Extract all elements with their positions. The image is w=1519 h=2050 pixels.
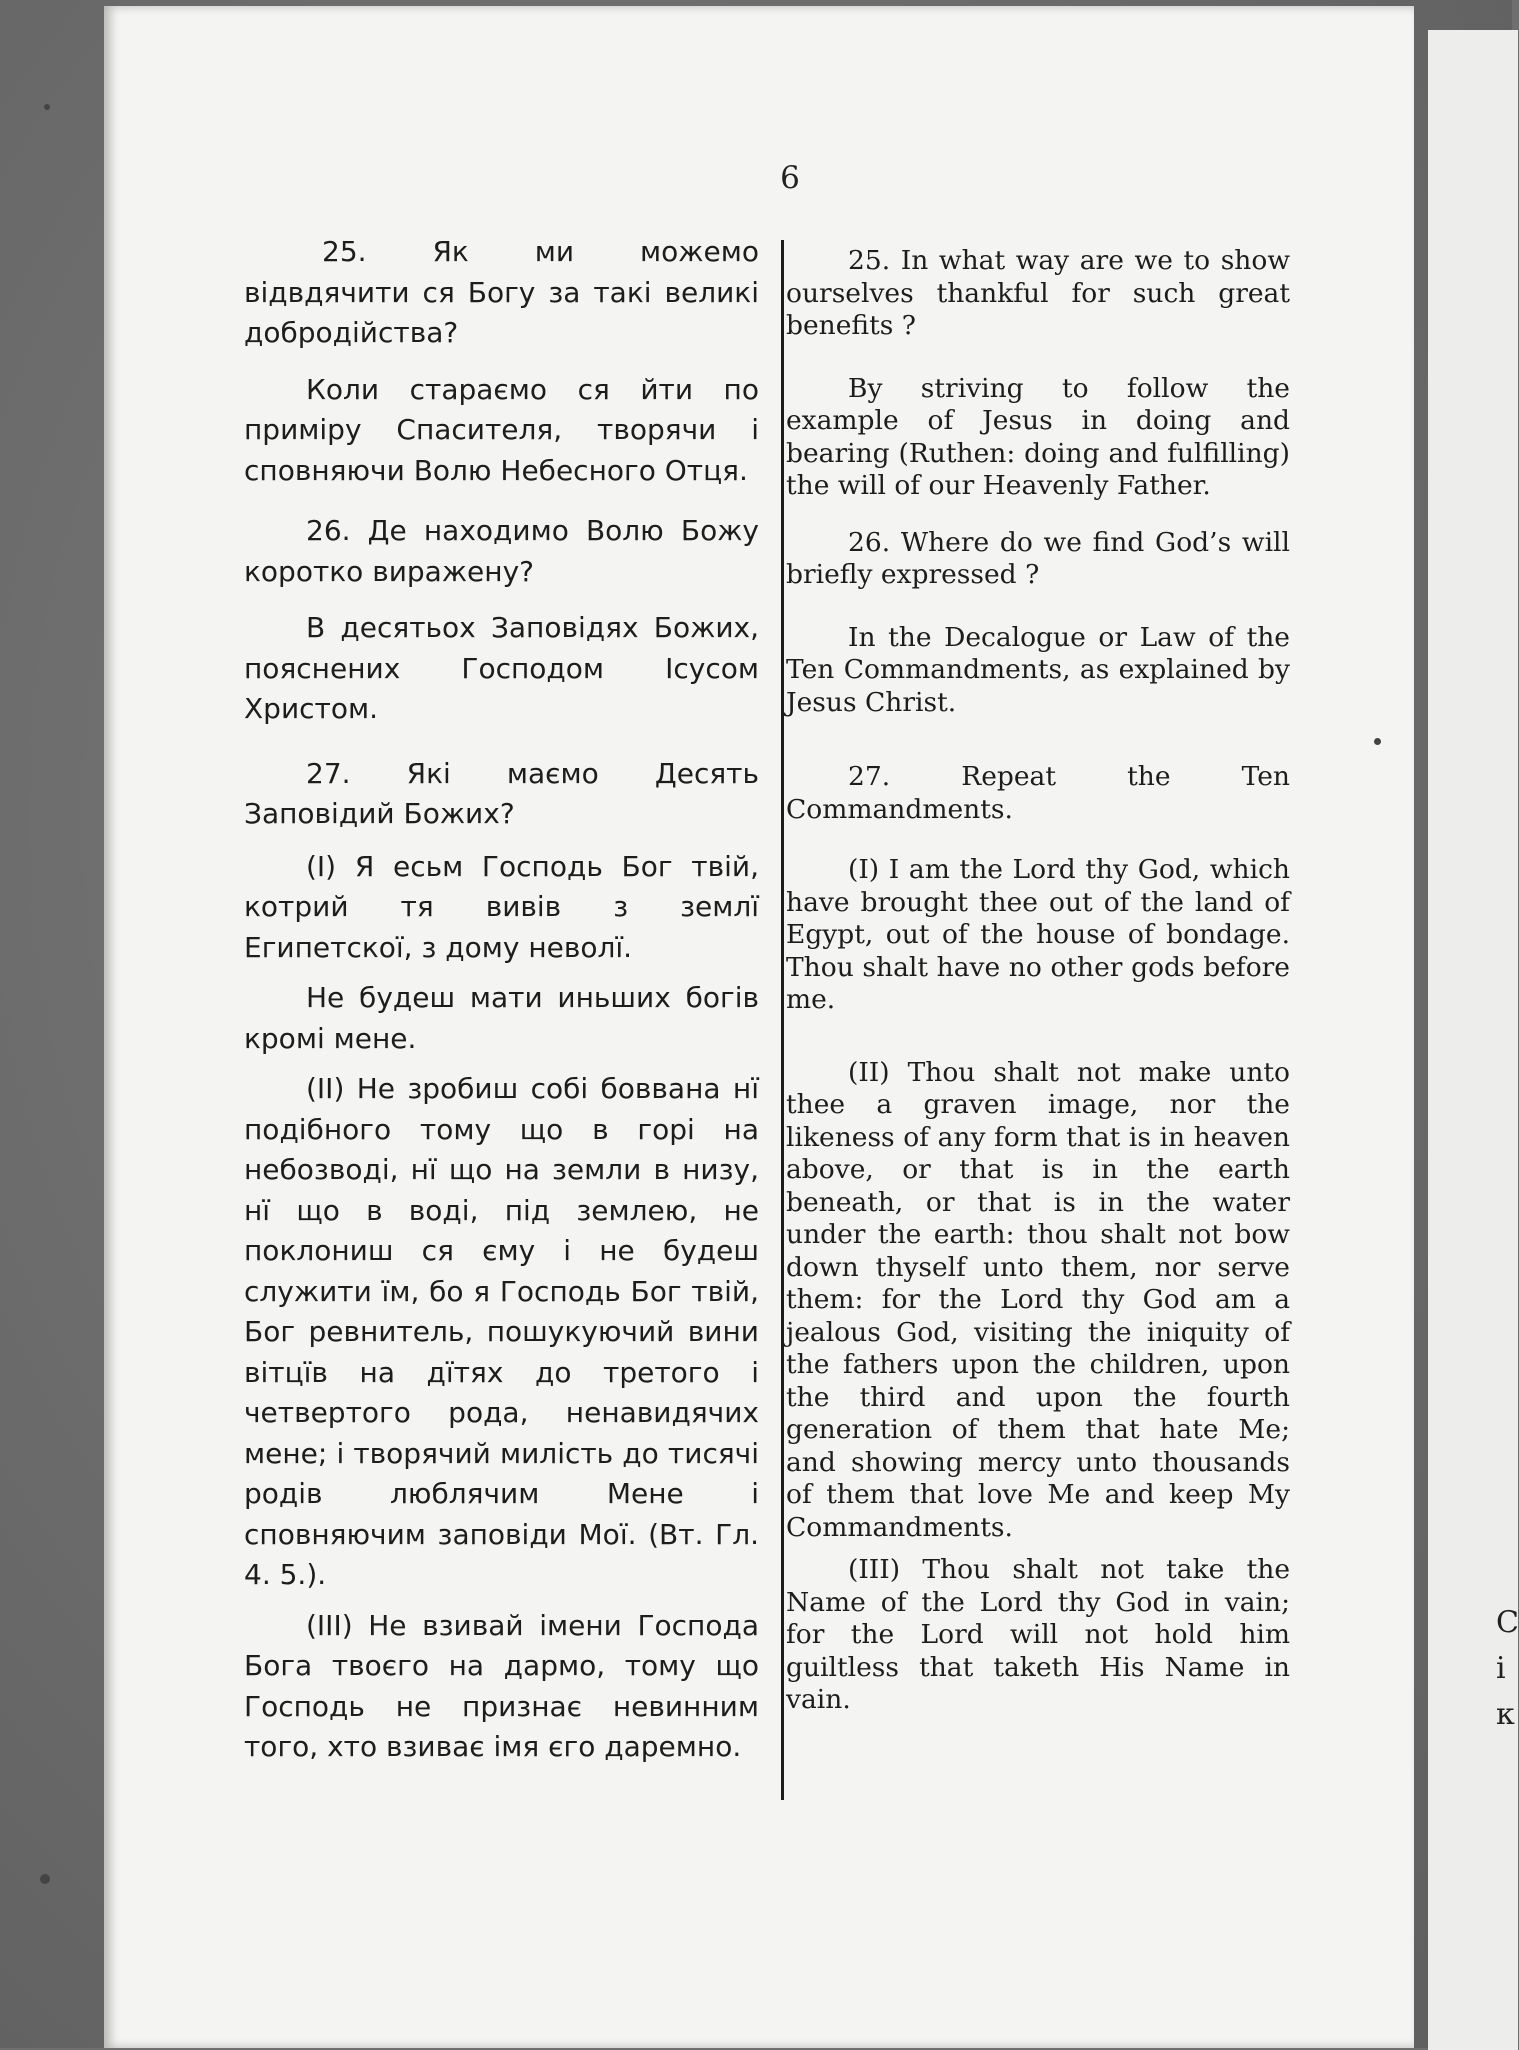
adjacent-page-text-fragment: С і к bbox=[1496, 1605, 1519, 1732]
commandment-2-uk: (II) Не зробиш собі боввана нї подібного тому що в горі на небозводі, нї що на земли в низу, нї що в воді, під землею, не поклониш ся єму і не будеш служити їм, бо я Господь Бог твій, Бог ревнитель, пошукуючий вини вітцїв на дїтях до третого і четвертого рода, ненавидячих мене; і творячий милість до тисячі родів люблячим Мене і сповняючим заповіди Мої. (Вт. Гл. 4. 5.). bbox=[244, 1072, 759, 1591]
commandment-1-continued-uk: Не будеш мати иньших богів кромі мене. bbox=[244, 981, 759, 1055]
question-26-en: 26. Where do we find God’s will briefly expressed ? bbox=[786, 526, 1290, 590]
adjacent-page-edge bbox=[1428, 30, 1518, 2050]
question-27-en: 27. Repeat the Ten Commandments. bbox=[786, 761, 1290, 825]
english-column bbox=[786, 0, 1290, 1717]
commandment-3-uk: (III) Не взивай імени Господа Бога твоєго на дармо, тому що Господь не признає невинним того, хто взиває імя єго даремно. bbox=[244, 1608, 759, 1763]
dust-speck bbox=[40, 1874, 50, 1884]
commandment-2-en: (II) Thou shalt not make unto thee a graven image, nor the likeness of any form that is in heaven above, or that is in the earth beneath, or that is in the water under the earth: thou shalt not bow down thyself unto them, nor serve them: for the Lord thy God am a jealous God, visiting the iniquity of the fathers upon the children, upon the third and upon the fourth generation of them that hate Me; and showing mercy unto thousands of them that love Me and keep My Commandments. bbox=[786, 1056, 1290, 1543]
commandment-3-en: (III) Thou shalt not take the Name of the Lord thy God in vain; for the Lord will not hold him guiltless that taketh His Name in vain. bbox=[786, 1554, 1290, 1715]
answer-25-uk: Коли стараємо ся йти по приміру Спасителя, творячи і сповняючи Волю Небесного Отця. bbox=[244, 372, 759, 487]
ukrainian-column bbox=[244, 0, 759, 1768]
answer-26-uk: В десятьох Заповідях Божих, пояснених Господом Ісусом Христом. bbox=[244, 611, 759, 725]
column-divider bbox=[781, 240, 784, 1800]
dust-speck bbox=[44, 104, 50, 110]
answer-25-en: By striving to follow the example of Jesus in doing and bearing (Ruthen: doing and fulfilling) the will of our Heavenly Father. bbox=[786, 372, 1290, 501]
question-26-uk: 26. Де находимо Волю Божу коротко виражену? bbox=[244, 514, 759, 588]
page-number: 6 bbox=[780, 160, 800, 196]
commandment-1-uk: (I) Я есьм Господь Бог твій, котрий тя вивів з землї Египетскої, з дому неволї. bbox=[244, 849, 759, 964]
question-27-uk: 27. Які маємо Десять Заповідий Божих? bbox=[244, 756, 759, 830]
dust-speck bbox=[1374, 738, 1381, 745]
answer-26-en: In the Decalogue or Law of the Ten Commandments, as explained by Jesus Christ. bbox=[786, 621, 1290, 718]
question-25-en: 25. In what way are we to show ourselves thankful for such great benefits ? bbox=[786, 245, 1290, 341]
commandment-1-en: (I) I am the Lord thy God, which have brought thee out of the land of Egypt, out of the house of bondage. Thou shalt have no other gods before me. bbox=[786, 854, 1290, 1015]
question-25-uk: 25. Як ми можемо відвдячити ся Богу за такі великі добродійства? bbox=[244, 235, 759, 349]
